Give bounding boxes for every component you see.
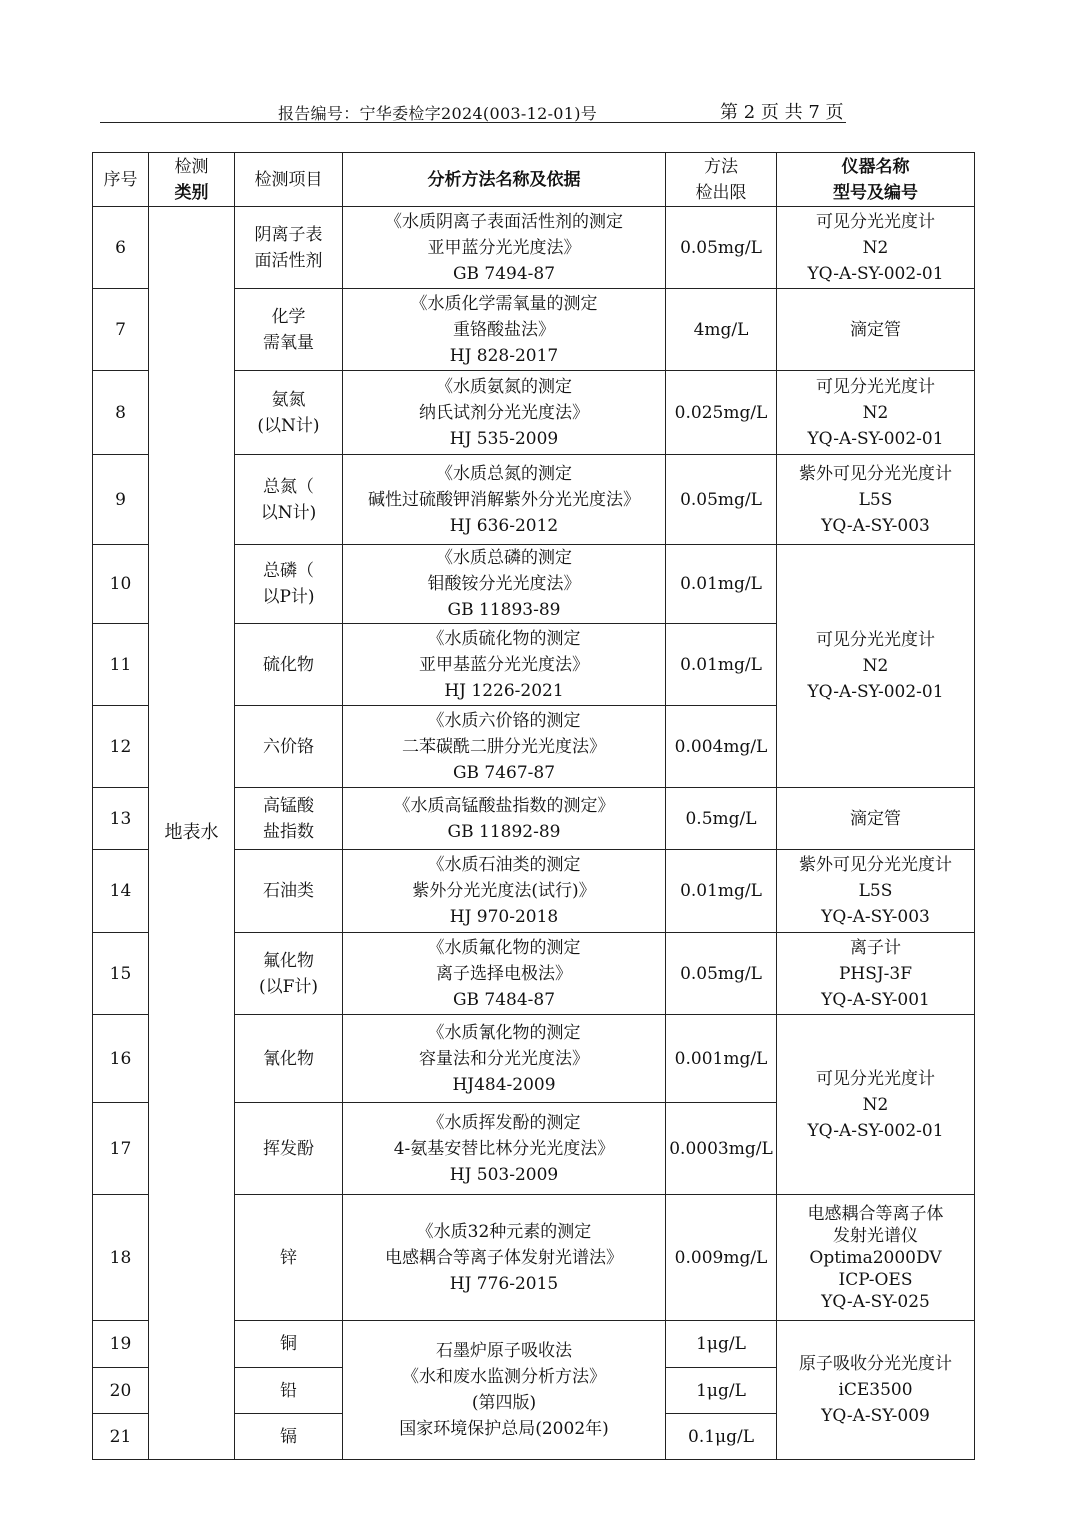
row-method-line: GB 7484-87: [452, 989, 556, 1010]
row-method-line: 二苯碳酰二肼分光光度法》: [402, 736, 606, 757]
row-seq: 17: [93, 1103, 149, 1195]
row-instrument-line: 发射光谱仪: [833, 1225, 918, 1246]
row-method-line: 紫外分光光度法(试行)》: [412, 881, 596, 901]
header-seq: 序号: [93, 153, 149, 207]
header-item: 检测项目: [235, 153, 343, 207]
row-instrument: [777, 371, 975, 455]
row-item-line: (以F计): [258, 976, 319, 997]
row-method-line: 离子选择电极法》: [436, 963, 572, 984]
header-instrument: 仪器名称 型号及编号: [777, 153, 975, 207]
row-instrument-line: 紫外可见分光光度计: [799, 855, 952, 875]
row-instrument-line: 紫外可见分光光度计: [799, 463, 952, 484]
shared-instrument-line: 原子吸收分光光度计: [799, 1354, 952, 1374]
shared-instrument-line: N2: [862, 1094, 889, 1115]
row-limit: 0.009mg/L: [666, 1195, 777, 1321]
row-instrument-line: 可见分光光度计: [816, 376, 935, 397]
row-instrument-line: YQ-A-SY-001: [821, 989, 930, 1010]
row-instrument-line: 可见分光光度计: [816, 211, 935, 232]
row-instrument-line: YQ-A-SY-002-01: [807, 428, 944, 449]
shared-instrument-line: 可见分光光度计: [816, 630, 935, 650]
row-limit: 0.05mg/L: [666, 455, 777, 545]
row-seq: 19: [93, 1321, 149, 1368]
row-item-line: 氨氮: [271, 389, 306, 410]
row-item-line: 以N计): [260, 502, 317, 523]
row-item: [235, 1321, 343, 1368]
shared-instrument-line: YQ-A-SY-009: [821, 1406, 930, 1426]
row-seq: 7: [93, 289, 149, 371]
row-method-line: GB 11892-89: [447, 821, 561, 842]
row-item-line: 六价铬: [263, 736, 314, 757]
row-item-line: 总氮（: [263, 476, 314, 497]
row-item-line: 面活性剂: [254, 250, 323, 271]
row-method-line: 《水质32种元素的测定: [416, 1221, 592, 1242]
row-item-line: 高锰酸: [263, 795, 314, 816]
shared-method-line: (第四版): [471, 1393, 537, 1413]
row-instrument-line: N2: [862, 402, 889, 423]
shared-method: [343, 1321, 666, 1460]
row-instrument-line: L5S: [858, 881, 893, 901]
table-row: [93, 207, 975, 289]
row-item: [235, 545, 343, 624]
row-method: [343, 788, 666, 850]
row-seq: 11: [93, 624, 149, 706]
row-method-line: GB 7467-87: [452, 762, 556, 783]
header-limit: 方法 检出限: [666, 153, 777, 207]
row-seq: 12: [93, 706, 149, 788]
row-item-line: 氟化物: [263, 950, 314, 971]
row-instrument: [777, 455, 975, 545]
row-item: [235, 1015, 343, 1103]
row-seq: 15: [93, 933, 149, 1015]
row-method-line: 《水质石油类的测定: [427, 855, 581, 875]
row-method-line: 碱性过硫酸钾消解紫外分光光度法》: [368, 489, 640, 510]
row-limit: 0.0003mg/L: [666, 1103, 777, 1195]
category-cell: 地表水: [149, 207, 235, 1460]
row-method-line: HJ 970-2018: [449, 907, 559, 927]
row-instrument: [777, 207, 975, 289]
row-instrument: [777, 788, 975, 850]
row-instrument-line: YQ-A-SY-003: [821, 907, 930, 927]
row-instrument: [777, 850, 975, 933]
row-method: [343, 1103, 666, 1195]
row-item: [235, 1103, 343, 1195]
row-item: [235, 371, 343, 455]
row-limit: 1μg/L: [666, 1321, 777, 1368]
row-item: [235, 455, 343, 545]
row-method-line: 《水质总磷的测定: [436, 548, 572, 568]
header-category: 检测 类别: [149, 153, 235, 207]
row-instrument-line: L5S: [858, 489, 893, 510]
row-instrument-line: 电感耦合等离子体: [807, 1203, 944, 1224]
report-header: [100, 96, 846, 123]
row-item: [235, 706, 343, 788]
row-instrument-line: Optima2000DV: [809, 1247, 942, 1268]
row-method-line: HJ 636-2012: [449, 515, 559, 536]
row-item-line: 挥发酚: [263, 1138, 314, 1159]
row-method: [343, 850, 666, 933]
row-limit: 4mg/L: [666, 289, 777, 371]
row-method-line: 《水质硫化物的测定: [427, 628, 581, 649]
shared-instrument: [777, 545, 975, 788]
row-instrument-line: N2: [862, 237, 889, 258]
row-item: [235, 788, 343, 850]
row-limit: 0.01mg/L: [666, 624, 777, 706]
row-item: [235, 289, 343, 371]
shared-instrument-line: N2: [862, 656, 889, 676]
row-method-line: 亚甲基蓝分光光度法》: [419, 654, 589, 675]
row-seq: 16: [93, 1015, 149, 1103]
row-method-line: HJ 776-2015: [449, 1273, 559, 1294]
row-method-line: 钼酸铵分光光度法》: [427, 574, 581, 594]
row-limit: 0.025mg/L: [666, 371, 777, 455]
row-instrument-line: YQ-A-SY-003: [821, 515, 930, 536]
row-instrument-line: 滴定管: [850, 319, 901, 340]
shared-instrument-line: YQ-A-SY-002-01: [807, 1120, 944, 1141]
row-method-line: GB 7494-87: [452, 263, 556, 284]
row-method: [343, 545, 666, 624]
row-limit: 0.004mg/L: [666, 706, 777, 788]
row-item-line: 铜: [280, 1334, 297, 1354]
shared-instrument-line: YQ-A-SY-002-01: [807, 682, 944, 702]
row-item-line: 化学: [271, 306, 306, 327]
row-seq: 21: [93, 1414, 149, 1460]
row-method-line: HJ 535-2009: [449, 428, 559, 449]
row-method-line: 容量法和分光光度法》: [419, 1048, 589, 1069]
row-method: [343, 1195, 666, 1321]
row-method-line: 《水质总氮的测定: [436, 463, 572, 484]
report-number: 报告编号：宁华委检字2024(003-12-01)号: [278, 104, 598, 123]
row-item-line: 铅: [280, 1380, 297, 1401]
row-method-line: 《水质阴离子表面活性剂的测定: [385, 211, 623, 232]
row-seq: 18: [93, 1195, 149, 1321]
row-instrument-line: 离子计: [850, 937, 901, 958]
row-method: [343, 371, 666, 455]
shared-instrument-line: 可见分光光度计: [816, 1068, 935, 1089]
row-method-line: 《水质氰化物的测定: [427, 1022, 581, 1043]
row-item: [235, 1414, 343, 1460]
row-item-line: (以N计): [257, 415, 320, 436]
row-method-line: 4-氨基安替比林分光光度法》: [393, 1138, 615, 1159]
row-method: [343, 289, 666, 371]
row-item-line: 锌: [280, 1247, 297, 1268]
row-seq: 8: [93, 371, 149, 455]
row-item-line: 以P计): [262, 587, 315, 607]
row-item-line: 盐指数: [263, 821, 314, 842]
row-method-line: 《水质六价铬的测定: [427, 710, 581, 731]
row-method-line: HJ 503-2009: [449, 1164, 559, 1185]
row-seq: 14: [93, 850, 149, 933]
row-method: [343, 624, 666, 706]
row-method: [343, 455, 666, 545]
shared-instrument: [777, 1015, 975, 1195]
row-seq: 13: [93, 788, 149, 850]
row-item: [235, 624, 343, 706]
shared-instrument: [777, 1321, 975, 1460]
row-limit: 1μg/L: [666, 1368, 777, 1414]
row-item: [235, 207, 343, 289]
row-method-line: 亚甲蓝分光光度法》: [427, 237, 581, 258]
row-method-line: GB 11893-89: [447, 600, 561, 620]
row-item-line: 需氧量: [263, 332, 314, 353]
header-method: 分析方法名称及依据: [343, 153, 666, 207]
row-seq: 6: [93, 207, 149, 289]
row-instrument-line: YQ-A-SY-002-01: [807, 263, 944, 284]
row-method-line: 《水质氟化物的测定: [427, 937, 581, 958]
row-item: [235, 850, 343, 933]
row-method-line: HJ 1226-2021: [444, 680, 564, 701]
shared-instrument-line: iCE3500: [838, 1380, 913, 1400]
row-method-line: 电感耦合等离子体发射光谱法》: [385, 1247, 623, 1268]
row-seq: 9: [93, 455, 149, 545]
row-method-line: HJ484-2009: [452, 1074, 556, 1095]
row-method-line: 《水质高锰酸盐指数的测定》: [393, 795, 615, 816]
row-method-line: 重铬酸盐法》: [453, 319, 555, 340]
row-item: [235, 933, 343, 1015]
shared-method-line: 国家环境保护总局(2002年): [399, 1419, 609, 1439]
row-method: [343, 933, 666, 1015]
row-instrument: [777, 289, 975, 371]
row-method: [343, 1015, 666, 1103]
row-item: [235, 1195, 343, 1321]
row-item-line: 阴离子表: [254, 224, 323, 245]
row-item-line: 硫化物: [263, 654, 314, 675]
test-method-table: [92, 152, 975, 1460]
row-method-line: 《水质化学需氧量的测定: [410, 293, 598, 314]
row-instrument-line: 滴定管: [850, 808, 901, 829]
row-limit: 0.01mg/L: [666, 545, 777, 624]
row-instrument: [777, 1195, 975, 1321]
row-seq: 20: [93, 1368, 149, 1414]
row-method: [343, 207, 666, 289]
row-item: [235, 1368, 343, 1414]
row-instrument: [777, 933, 975, 1015]
row-limit: 0.001mg/L: [666, 1015, 777, 1103]
row-method: [343, 706, 666, 788]
row-limit: 0.05mg/L: [666, 933, 777, 1015]
row-limit: 0.05mg/L: [666, 207, 777, 289]
row-limit: 0.01mg/L: [666, 850, 777, 933]
row-item-line: 氰化物: [263, 1048, 314, 1069]
row-method-line: 《水质氨氮的测定: [436, 376, 572, 397]
row-seq: 10: [93, 545, 149, 624]
row-instrument-line: PHSJ-3F: [838, 963, 913, 984]
shared-method-line: 石墨炉原子吸收法: [436, 1341, 572, 1361]
row-item-line: 总磷（: [263, 561, 314, 581]
row-item-line: 镉: [280, 1426, 297, 1447]
shared-method-line: 《水和废水监测分析方法》: [402, 1367, 606, 1387]
row-method-line: HJ 828-2017: [449, 345, 559, 366]
row-instrument-line: ICP-OES: [838, 1269, 913, 1290]
page-indicator: 第 2 页 共 7 页: [720, 102, 844, 123]
row-method-line: 《水质挥发酚的测定: [427, 1112, 581, 1133]
table-header-row: [93, 153, 975, 207]
row-method-line: 纳氏试剂分光光度法》: [419, 402, 589, 423]
row-limit: 0.5mg/L: [666, 788, 777, 850]
row-item-line: 石油类: [263, 881, 314, 901]
row-instrument-line: YQ-A-SY-025: [821, 1291, 930, 1312]
row-limit: 0.1μg/L: [666, 1414, 777, 1460]
